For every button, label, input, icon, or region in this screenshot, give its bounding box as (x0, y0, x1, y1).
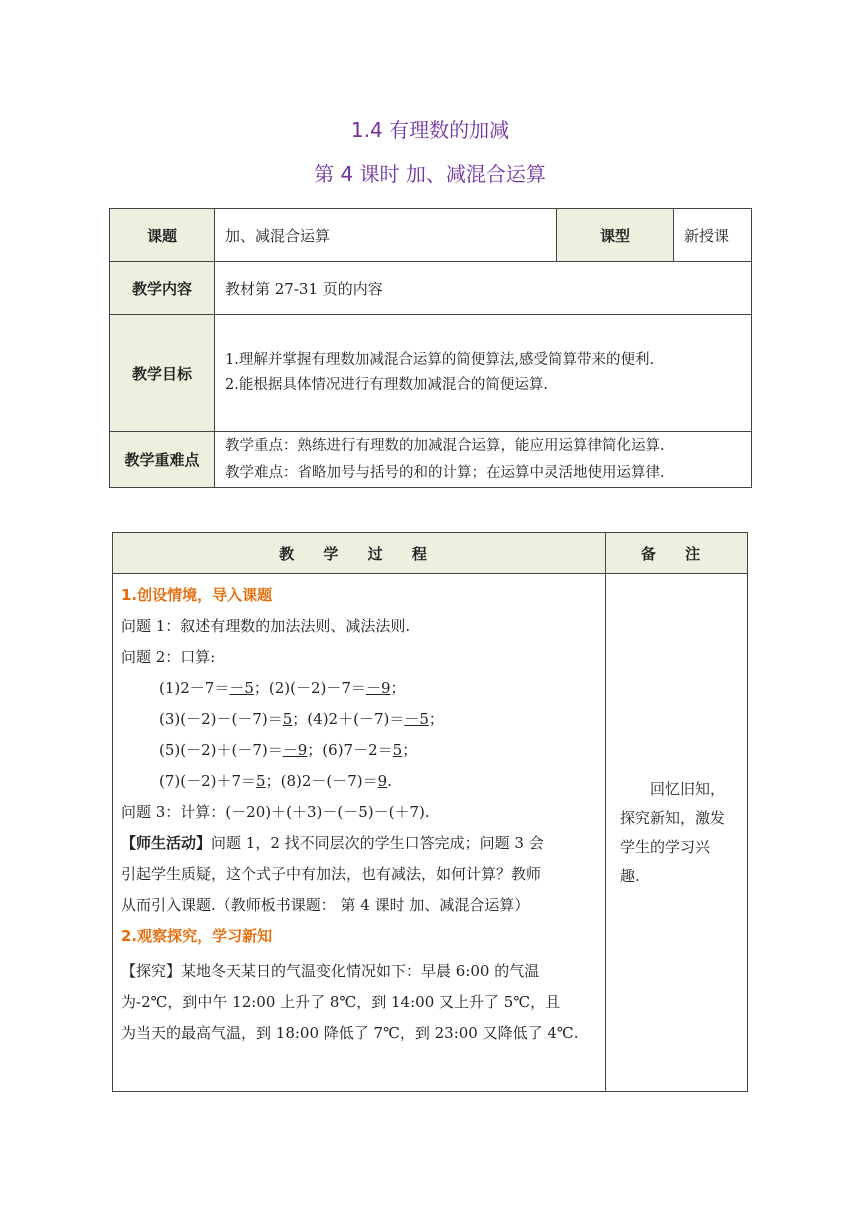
activity-line: 引起学生质疑，这个式子中有加法，也有减法，如何计算？教师 (121, 865, 542, 883)
difficulty-row (110, 432, 752, 488)
note-line: 学生的学习兴 (620, 837, 711, 856)
difficulty-value (215, 432, 752, 488)
note-line: 探究新知，激发 (620, 808, 726, 827)
section-heading: 2.观察探究，学习新知 (121, 927, 273, 945)
note-line: 趣. (620, 866, 640, 885)
calc-line (121, 766, 597, 797)
topic-row (110, 209, 752, 262)
calc-expr: ；(4)2＋(－7)＝ (292, 710, 405, 728)
calc-answer: －9 (282, 741, 308, 759)
type-value: 新授课 (674, 209, 752, 262)
question-2: 问题 2：口算: (121, 648, 216, 666)
goal-label: 教学目标 (110, 315, 215, 432)
note-content (606, 574, 748, 1092)
lesson-info-table (109, 208, 752, 488)
goal-item: 1.理解并掌握有理数加减混合运算的简便算法,感受简算带来的便利. (225, 352, 655, 368)
calc-answer: －5 (404, 710, 429, 728)
activity-text: 问题 1，2 找不同层次的学生口答完成；问题 3 会 (211, 834, 544, 852)
topic-value: 加、减混合运算 (215, 209, 557, 262)
section-heading: 1.创设情境，导入课题 (121, 586, 273, 604)
lesson-title: 1.4 有理数的加减 (350, 118, 510, 142)
activity-tag: 【师生活动】 (121, 834, 212, 852)
process-header-row (113, 533, 748, 574)
goal-value (215, 315, 752, 432)
calc-expr: ；(2)(－2)－7＝ (253, 679, 366, 697)
content-value: 教材第 27-31 页的内容 (215, 262, 752, 315)
calc-line (121, 673, 597, 704)
content-label: 教学内容 (110, 262, 215, 315)
calc-line (121, 735, 597, 766)
goal-item: 2.能根据具体情况进行有理数加减混合的简便运算. (225, 377, 548, 393)
teaching-process-table (112, 532, 748, 1092)
note-line: 回忆旧知， (650, 779, 726, 798)
activity-line (121, 828, 597, 859)
calc-expr: (1)2－7＝ (159, 679, 230, 697)
explore-line: 为当天的最高气温，到 18:00 降低了 7℃，到 23:00 又降低了 4℃. (121, 1024, 579, 1042)
topic-label: 课题 (110, 209, 215, 262)
process-column-header: 教 学 过 程 (113, 533, 606, 574)
calc-expr: ；(6)7－2＝ (307, 741, 393, 759)
process-content (113, 574, 606, 1092)
explore-line: 为-2℃，到中午 12:00 上升了 8℃，到 14:00 又上升了 5℃，且 (121, 993, 561, 1011)
question-3: 问题 3：计算：(－20)＋(＋3)－(－5)－(＋7). (121, 803, 430, 821)
calc-expr: ；(8)2－(－7)＝ (265, 772, 378, 790)
calc-expr: (3)(－2)－(－7)＝ (159, 710, 283, 728)
calc-end: . (387, 772, 392, 790)
key-point: 教学重点：熟练进行有理数的加减混合运算，能应用运算律简化运算. (225, 437, 665, 454)
question-1: 问题 1：叙述有理数的加法法则、减法法则. (121, 617, 411, 635)
calc-end: ； (390, 679, 406, 697)
calc-line (121, 704, 597, 735)
activity-line: 从而引入课题.（教师板书课题： 第 4 课时 加、减混合运算） (121, 896, 530, 914)
calc-answer: 5 (392, 741, 403, 759)
lesson-subtitle: 第 4 课时 加、减混合运算 (314, 162, 546, 186)
difficulty-label: 教学重难点 (110, 432, 215, 488)
note-column-header: 备 注 (606, 533, 748, 574)
calc-expr: (5)(－2)＋(－7)＝ (159, 741, 283, 759)
calc-answer: －5 (229, 679, 254, 697)
calc-expr: (7)(－2)＋7＝ (159, 772, 257, 790)
process-body-row (113, 574, 748, 1092)
calc-answer: 5 (282, 710, 293, 728)
difficult-point: 教学难点：省略加号与括号的和的计算；在运算中灵活地使用运算律. (225, 464, 665, 481)
calc-end: ； (402, 741, 418, 759)
calc-end: ； (428, 710, 444, 728)
explore-line: 【探究】某地冬天某日的气温变化情况如下：早晨 6:00 的气温 (121, 962, 540, 980)
calc-answer: 5 (256, 772, 266, 790)
calc-answer: 9 (377, 772, 388, 790)
calc-answer: －9 (365, 679, 391, 697)
goal-row (110, 315, 752, 432)
type-label: 课型 (557, 209, 674, 262)
content-row (110, 262, 752, 315)
